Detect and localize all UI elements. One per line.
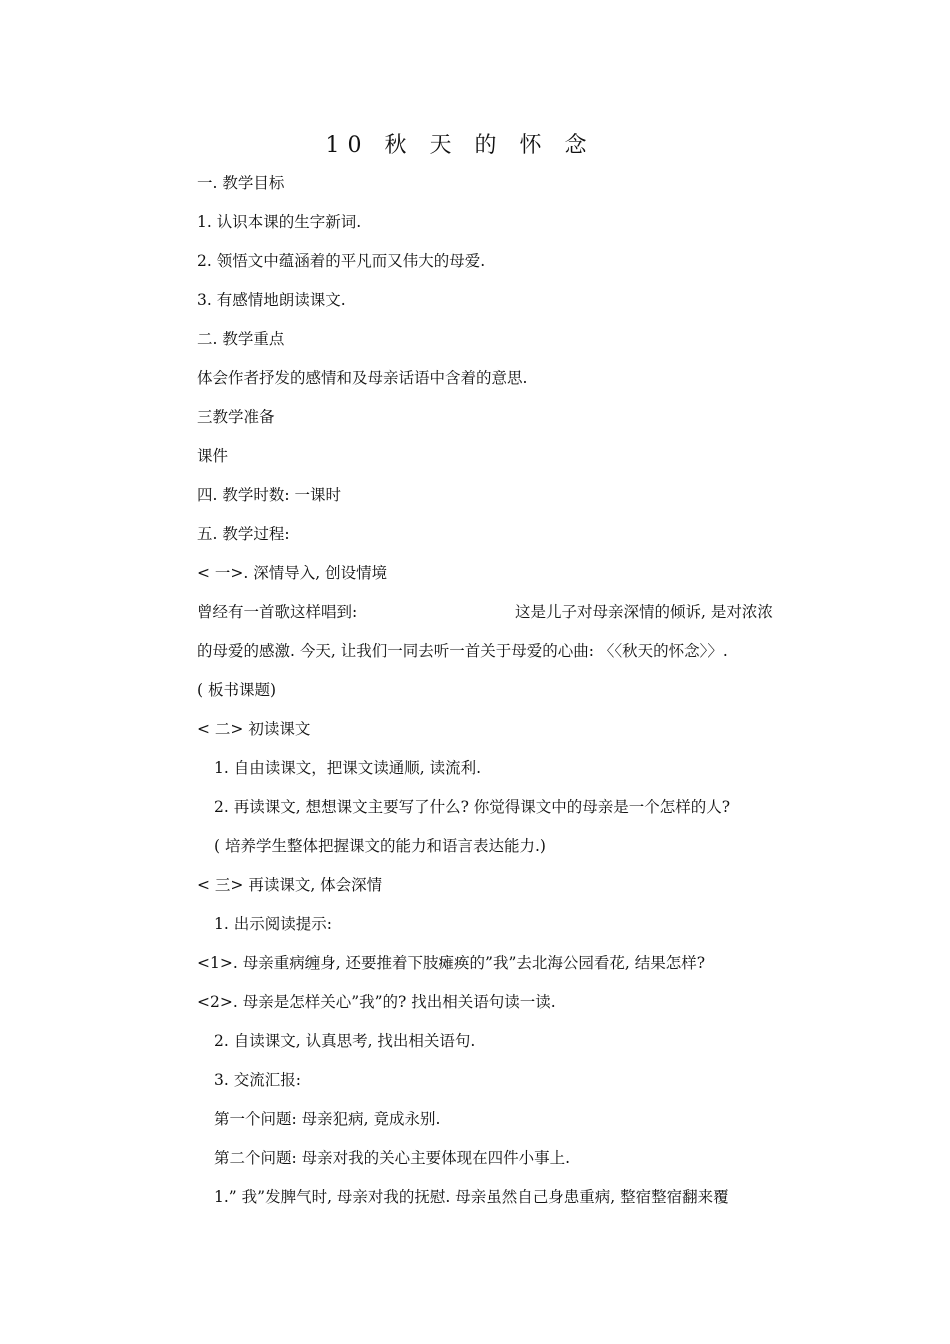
step3-item-2: 2. 自读课文, 认真思考, 找出相关语句. (214, 1032, 476, 1050)
section-heading-focus: 二. 教学重点 (197, 330, 285, 348)
answer-2: 第二个问题: 母亲对我的关心主要体现在四件小事上. (214, 1149, 571, 1167)
objective-item-3: 3. 有感情地朗读课文. (197, 291, 346, 309)
preparation-text: 课件 (197, 447, 229, 465)
paragraph-intro-line-2: 的母爱的感激. 今天, 让我们一同去听一首关于母爱的心曲: 〈〈秋天的怀念〉〉. (197, 642, 728, 660)
page-title: 10 秋 天 的 怀 念 (325, 133, 595, 158)
reading-prompt-2: <2>. 母亲是怎样关心”我”的? 找出相关语句读一读. (197, 993, 556, 1011)
objective-item-2: 2. 领悟文中蕴涵着的平凡而又伟大的母爱. (197, 252, 486, 270)
section-heading-hours: 四. 教学时数: 一课时 (197, 486, 342, 504)
step3-item-3: 3. 交流汇报: (214, 1071, 301, 1089)
focus-text: 体会作者抒发的感情和及母亲话语中含着的意思. (197, 369, 528, 387)
paragraph-intro-start: 曾经有一首歌这样唱到: (197, 603, 358, 621)
section-heading-preparation: 三教学准备 (197, 408, 275, 426)
paragraph-intro-continued: 这是儿子对母亲深情的倾诉, 是对浓浓 (515, 603, 773, 621)
step3-item-1: 1. 出示阅读提示: (214, 915, 332, 933)
answer-1: 第一个问题: 母亲犯病, 竟成永别. (214, 1110, 441, 1128)
step2-item-1: 1. 自由读课文，把课文读通顺, 读流利. (214, 759, 481, 777)
step-heading-1: < 一>. 深情导入, 创设情境 (197, 564, 388, 582)
board-note: ( 板书课题) (197, 681, 277, 699)
step-heading-2: < 二> 初读课文 (197, 720, 311, 738)
section-heading-process: 五. 教学过程: (197, 525, 290, 543)
reading-prompt-1: <1>. 母亲重病缠身, 还要推着下肢瘫痪的”我”去北海公园看花, 结果怎样? (197, 954, 706, 972)
objective-item-1: 1. 认识本课的生字新词. (197, 213, 362, 231)
answer-2-detail: 1.” 我”发脾气时, 母亲对我的抚慰. 母亲虽然自己身患重病, 整宿整宿翻来覆 (214, 1188, 729, 1206)
section-heading-objectives: 一. 教学目标 (197, 174, 285, 192)
step2-item-2: 2. 再读课文, 想想课文主要写了什么? 你觉得课文中的母亲是一个怎样的人? (214, 798, 731, 816)
step2-note: ( 培养学生整体把握课文的能力和语言表达能力.) (214, 837, 546, 855)
step-heading-3: < 三> 再读课文, 体会深情 (197, 876, 383, 894)
